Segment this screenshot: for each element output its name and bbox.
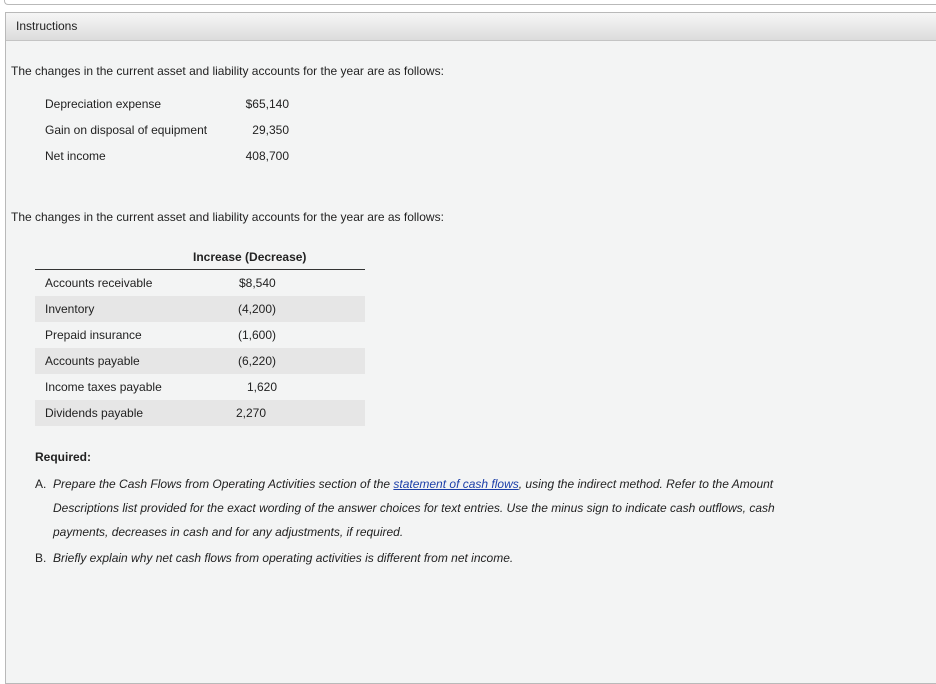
- intro-paragraph-2: The changes in the current asset and liability accounts for the year are as follows:: [11, 210, 444, 224]
- required-item-a: [35, 472, 815, 544]
- row-label: Inventory: [35, 296, 193, 322]
- item-b-text: Briefly explain why net cash flows from operating activities is different from net income.: [53, 551, 514, 565]
- summary-row: [44, 143, 289, 169]
- item-a-text-before: Prepare the Cash Flows from Operating Activities section of the: [53, 477, 394, 491]
- table-row: [35, 374, 365, 400]
- changes-table: [35, 245, 365, 426]
- summary-table: [44, 91, 289, 169]
- top-frame: [4, 0, 936, 5]
- summary-label: Depreciation expense: [45, 97, 162, 111]
- summary-row: [44, 91, 289, 117]
- table-row: [35, 270, 365, 297]
- row-label: Prepaid insurance: [45, 328, 142, 342]
- summary-label: Net income: [45, 149, 106, 163]
- table-row: [35, 348, 365, 374]
- summary-value: $65,140: [245, 97, 289, 111]
- row-label: Accounts receivable: [45, 276, 153, 290]
- changes-header-blank: [35, 245, 193, 270]
- table-row: [35, 322, 365, 348]
- summary-row: [44, 117, 289, 143]
- changes-column-header: Increase (Decrease): [193, 245, 365, 270]
- row-label: Accounts payable: [35, 348, 193, 374]
- row-value: (1,600): [238, 328, 277, 342]
- summary-value: 29,350: [252, 123, 289, 137]
- panel-title: Instructions: [16, 19, 78, 33]
- item-marker: B.: [35, 551, 47, 565]
- row-value: 1,620: [247, 380, 278, 394]
- row-value: (4,200): [193, 296, 365, 322]
- item-a-text-after: , using the indirect method. Refer to the Amount Descriptions list provided for the exact wording of the answer choices for text entries. Use the minus sign to indicate cash outflows, cash payments, decreases in cash and for any adjustments, if required.: [53, 477, 775, 539]
- statement-of-cash-flows-link[interactable]: statement of cash flows: [393, 477, 519, 491]
- row-value: 2,270: [193, 400, 365, 426]
- row-label: Dividends payable: [35, 400, 193, 426]
- row-label: Income taxes payable: [45, 380, 162, 394]
- row-value: (6,220): [193, 348, 365, 374]
- intro-paragraph-1: The changes in the current asset and liability accounts for the year are as follows:: [11, 64, 444, 78]
- panel-header[interactable]: [6, 13, 936, 41]
- table-row: [35, 296, 365, 322]
- row-value: $8,540: [239, 276, 276, 290]
- table-row: [35, 400, 365, 426]
- item-marker: A.: [35, 477, 47, 491]
- summary-value: 408,700: [245, 149, 289, 163]
- required-heading: Required:: [35, 450, 92, 464]
- required-item-b: [35, 546, 815, 570]
- required-list: [35, 472, 815, 570]
- summary-label: Gain on disposal of equipment: [45, 123, 208, 137]
